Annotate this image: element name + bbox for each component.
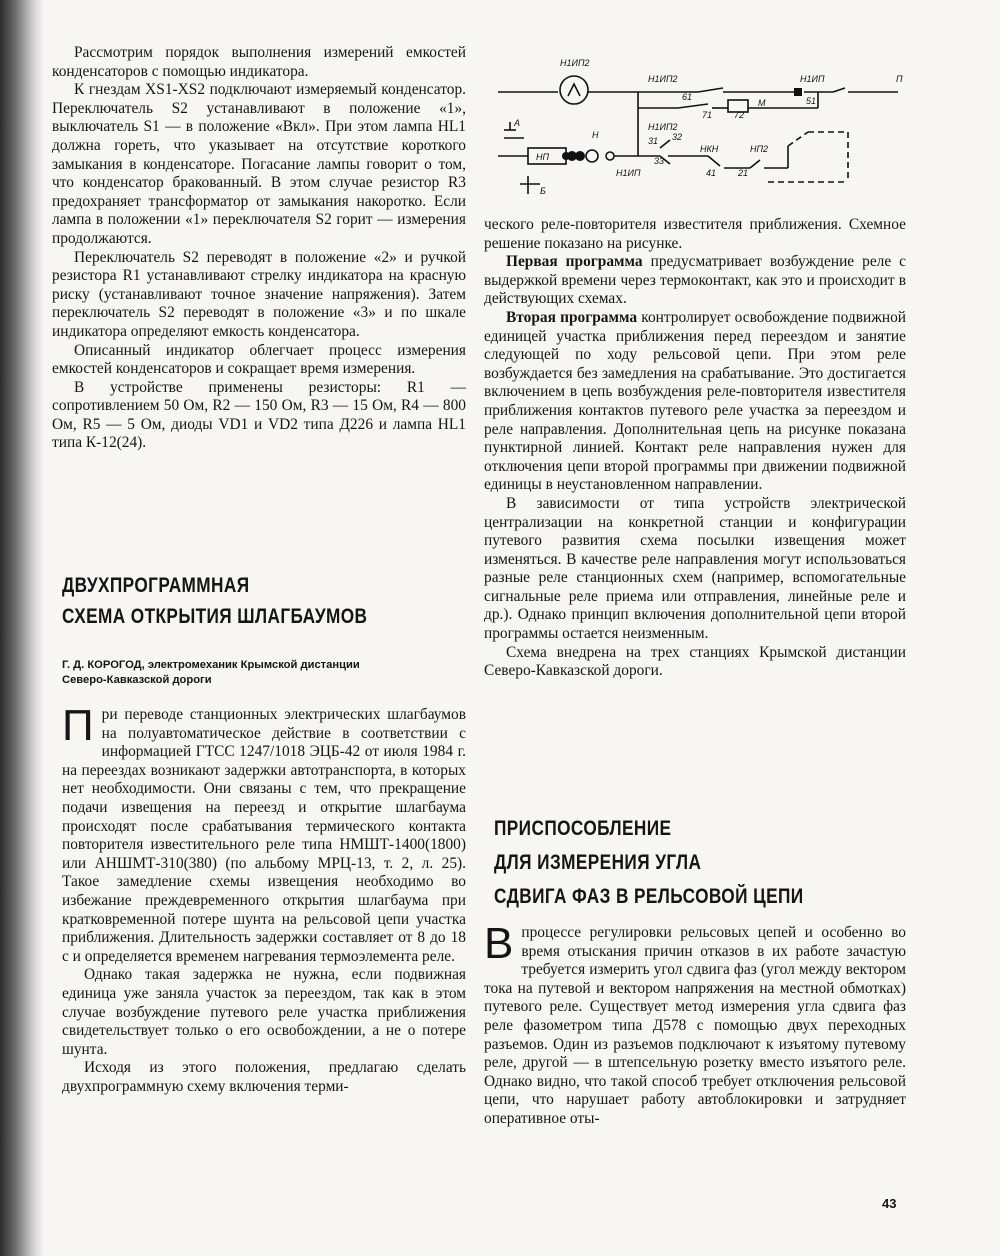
circuit-diagram (488, 52, 908, 212)
diagram-label-n1ip: Н1ИП (800, 74, 825, 84)
paragraph: Однако такая задержка не нужна, если подвижная единица уже заняла участок за переездом, так как в этом случае возбуждение путевого реле участка приближения свидетельствует только о его освобождении, а не о потере шунта. (62, 966, 466, 1058)
paragraph (484, 253, 906, 309)
paragraph: Исходя из этого положения, предлагаю сделать двухпрограммную схему включения терми- (62, 1059, 466, 1095)
diagram-label-71: 71 (702, 110, 713, 120)
paragraph: В устройстве применены резисторы: R1 — сопротивлением 50 Ом, R2 — 150 Ом, R3 — 15 Ом, R4 — 800 Ом, R5 — 5 Ом, диоды VD1 и VD2 типа Д226 и лампа HL1 типа К-12(24). (52, 378, 466, 452)
bold-term: Первая программа (506, 253, 643, 271)
diagram-label-51: 51 (806, 96, 817, 106)
diagram-label-21: 21 (738, 168, 749, 178)
diagram-label-n1ip-bottom: Н1ИП (616, 168, 641, 178)
drop-cap: В (484, 919, 514, 968)
bold-term: Вторая программа (506, 308, 638, 326)
article2-title (494, 812, 871, 914)
article1-body-left (62, 701, 466, 1096)
page-spine-shadow (0, 0, 44, 1256)
previous-article-text (52, 44, 466, 453)
paragraph-text: процессе регулировки рельсовых цепей и особенно во время отыскания причин отказов в их работе зачастую требуется измерить угол сдвига фаз (угол между вектором тока на путевой и вектором напряжения на местной обмотках) путевого реле. Существует метод измерения угла сдвига фаз реле фазометром типа Д578 с помощью двух переходных разъемов. Один из разъемов подключают к изъятому путевому реле, другой — в штепсельную розетку вместо изъятого реле. Однако видно, что такой способ требует отключения рельсовой цепи, что нарушает работу автоблокировки и затрудняет оперативное оты- (484, 924, 906, 1127)
diagram-label-h: Н (592, 130, 599, 140)
diagram-label-n1ip2-contact: Н1ИП2 (648, 122, 678, 132)
byline-line1: Г. Д. КОРОГОД, электромеханик Крымской дистанции (62, 659, 360, 671)
diagram-label-b: Б (540, 186, 546, 196)
byline-line2: Северо-Кавказской дороги (62, 673, 212, 686)
diagram-label-n1ip2-top: Н1ИП2 (560, 58, 590, 68)
diagram-label-np: НП (536, 152, 550, 162)
article2-title-line2: ДЛЯ ИЗМЕРЕНИЯ УГЛА (494, 851, 702, 874)
paragraph (484, 919, 906, 1129)
page-number: 43 (882, 1196, 897, 1211)
article1-title-line2: СХЕМА ОТКРЫТИЯ ШЛАГБАУМОВ (62, 605, 368, 628)
diagram-label-m: М (758, 98, 766, 108)
article2-body (484, 919, 906, 1129)
paragraph-text: ри переводе станционных электрических шлагбаумов на полуавтоматическое действие в соответствии с информацией ГТСС 1247/1018 ЭЦБ-42 от июля 1984 г. на переездах возникают задержки автотранспорта, в которых нет необходимости. Они связаны с тем, что прекращение подачи извещения на переезд и открытие шлагбаума происходят после срабатывания термического контакта повторителя известительного реле типа НМШТ-1400(1800) или АНШМТ-310(380) (по альбому МРЦ-13, т. 2, л. 25). Такое замедление схемы извещения необходимо во избежание преждевременного открытия шлагбаума при кратковременной потере шунта на рельсовой цепи участка приближения. Длительность задержки составляет от 8 до 18 с и определяется временем нагревания термоэлемента реле. (62, 706, 466, 965)
paragraph: Переключатель S2 переводят в положение «2» и ручкой резистора R1 устанавливают стрелку индикатора на красную риску (устанавливают точное значение напряжения). Затем переключатель S2 переводят в положение «3» и по шкале индикатора определяют емкость конденсатора. (52, 248, 466, 340)
diagram-label-41: 41 (706, 168, 717, 178)
paragraph: Рассмотрим порядок выполнения измерений емкостей конденсаторов с помощью индикатора. (52, 44, 466, 80)
paragraph: Схема внедрена на трех станциях Крымской дистанции Северо-Кавказской дороги. (484, 643, 906, 680)
diagram-label-p: П (896, 74, 903, 84)
paragraph: Описанный индикатор облегчает процесс измерения емкостей конденсаторов и сокращает время измерения. (52, 341, 466, 378)
article1-title-line1: ДВУХПРОГРАММНАЯ (62, 574, 250, 597)
paragraph (484, 309, 906, 495)
diagram-label-32: 32 (672, 132, 683, 142)
diagram-label-33: 33 (654, 156, 665, 166)
diagram-label-a: А (514, 118, 521, 128)
paragraph (62, 701, 466, 966)
paragraph: В зависимости от типа устройств электрической централизации на конкретной станции и конфигурации путевого развития схема посылки извещения может изменяться. В качестве реле направления могут использоваться разные реле станционных схем (например, вспомогательные сигнальные реле приема или отправления, линейные реле и др.). Однако принцип включения дополнительной цепи второй программы остается неизменным. (484, 494, 906, 643)
diagram-label-np2: НП2 (750, 144, 769, 154)
diagram-label-31: 31 (648, 136, 659, 146)
article1-byline (62, 658, 482, 687)
paragraph-text: предусматривает возбуждение реле с выдержкой времени через термоконтакт, как это и происходит в действующих схемах. (484, 253, 906, 308)
diagram-label-72: 72 (734, 110, 745, 120)
diagram-label-61: 61 (682, 92, 693, 102)
diagram-label-nkn: НКН (700, 144, 719, 154)
article1-body-right (484, 216, 906, 681)
article1-title (62, 570, 434, 632)
paragraph: К гнездам XS1-XS2 подключают измеряемый конденсатор. Переключатель S2 устанавливают в положение «1», выключатель S1 — в положение «Вкл». При этом лампа HL1 должна гореть, что указывает на отсутствие короткого замыкания в конденсаторе. Погасание лампы говорит о том, что конденсатор бракованный. В этом случае резистор R3 предохраняет трансформатор от замыкания накоротко. Если лампа в положении «1» переключателя S2 горит — измерения продолжаются. (52, 81, 466, 247)
drop-cap: П (62, 701, 94, 750)
diagram-label-n1ip2-relay: Н1ИП2 (648, 74, 678, 84)
article2-title-line1: ПРИСПОСОБЛЕНИЕ (494, 817, 672, 840)
article2-title-line3: СДВИГА ФАЗ В РЕЛЬСОВОЙ ЦЕПИ (494, 885, 804, 908)
paragraph-text: контролирует освобождение подвижной единицей участка приближения перед переездом и занятие следующей по ходу рельсовой цепи. При этом реле возбуждается без замедления на срабатывание. Это достигается включением в цепь возбуждения реле-повторителя известителя приближения контактов путевого реле участка за переездом и реле направления. Дополнительная цепь на рисунке показана пунктирной линией. Контакт реле направления нужен для отключения цепи второй программы при движении подвижной единицы в неустановленном направлении. (484, 308, 906, 494)
paragraph: ческого реле-повторителя известителя приближения. Схемное решение показано на рисунке. (484, 216, 906, 252)
